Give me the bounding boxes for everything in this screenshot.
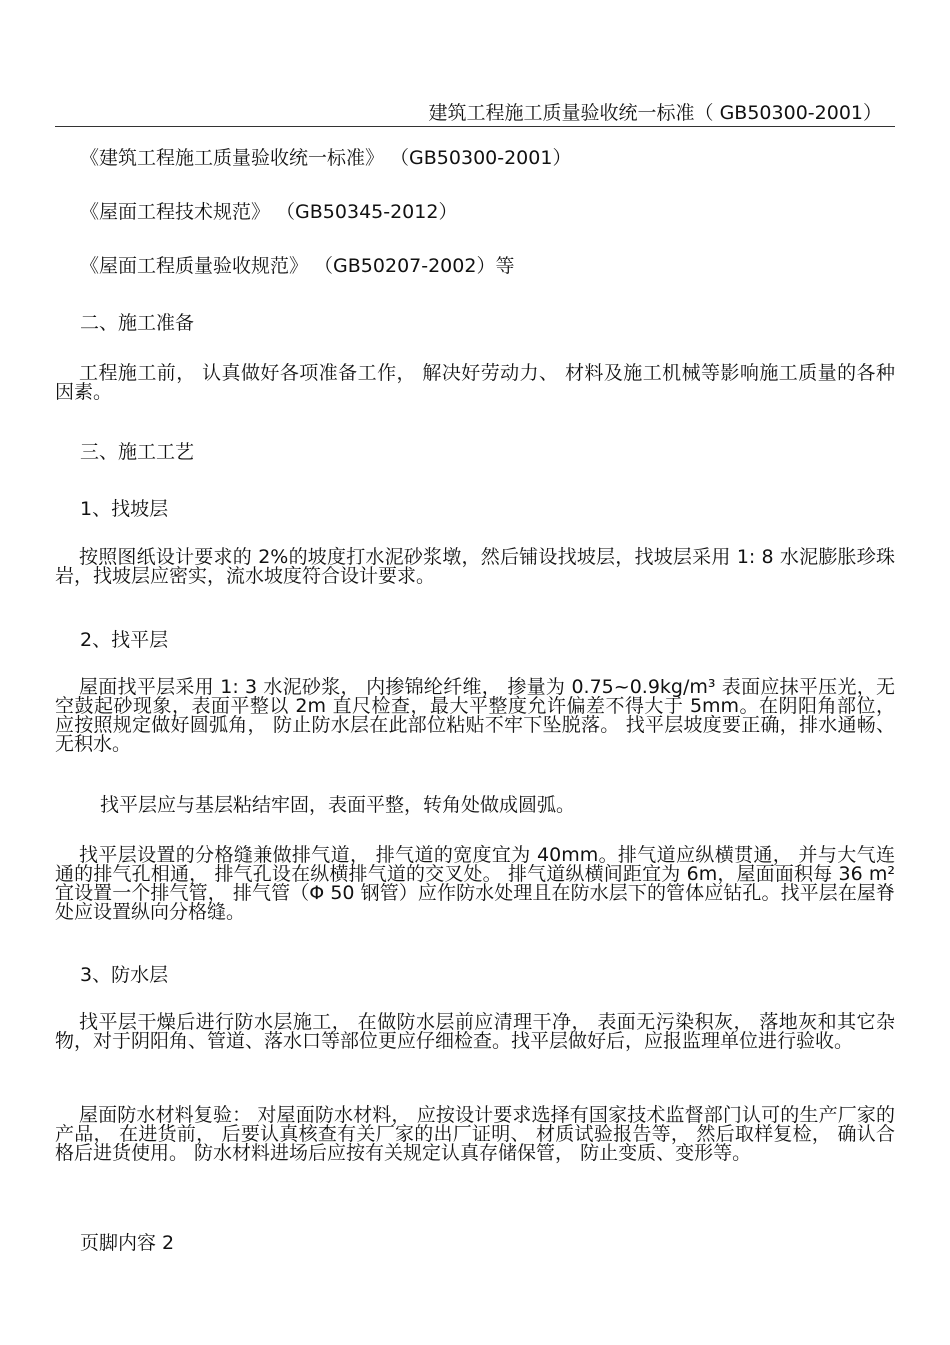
subheading-waterproof-layer: 3、防水层	[80, 964, 169, 986]
paragraph-leveling-3: 找平层设置的分格缝兼做排气道， 排气道的宽度宜为 40mm。排气道应纵横贯通， 并与大气连通的排气孔相通， 排气孔设在纵横排气道的交叉处。 排气道纵横间距宜为 6m，屋面面积每 36 m²宜设置一个排气管， 排气管（Φ 50 钢管）应作防水处理且在防水层下的管体应钻孔。找平层在屋脊处应设置纵向分格缝。	[55, 844, 895, 923]
paragraph-leveling-2: 找平层应与基层粘结牢固，表面平整，转角处做成圆弧。	[100, 794, 576, 816]
reference-1: 《建筑工程施工质量验收统一标准》 （GB50300-2001）	[80, 147, 572, 169]
page-footer: 页脚内容 2	[80, 1232, 175, 1254]
header-rule	[55, 126, 895, 127]
paragraph-slope-layer: 按照图纸设计要求的 2%的坡度打水泥砂浆墩，然后铺设找坡层，找坡层采用 1: 8 水泥膨胀珍珠岩，找坡层应密实，流水坡度符合设计要求。	[55, 546, 895, 587]
subheading-leveling-layer: 2、找平层	[80, 629, 169, 651]
paragraph-waterproof-2: 屋面防水材料复验： 对屋面防水材料， 应按设计要求选择有国家技术监督部门认可的生产厂家的产品， 在进货前， 后要认真核查有关厂家的出厂证明、 材质试验报告等， 然后取样复检， 确认合格后进货使用。 防水材料进场后应按有关规定认真存储保管， 防止变质、变形等。	[55, 1104, 895, 1164]
paragraph-waterproof-1: 找平层干燥后进行防水层施工， 在做防水层前应清理干净， 表面无污染积灰， 落地灰和其它杂物，对于阴阳角、管道、落水口等部位更应仔细检查。找平层做好后，应报监理单位进行验收。	[55, 1011, 895, 1052]
running-header: 建筑工程施工质量验收统一标准（ GB50300-2001）	[428, 102, 882, 124]
section-heading-prep: 二、施工准备	[80, 312, 195, 334]
paragraph-leveling-1: 屋面找平层采用 1: 3 水泥砂浆， 内掺锦纶纤维， 掺量为 0.75~0.9kg/m³ 表面应抹平压光，无空鼓起砂现象，表面平整以 2m 直尺检查，最大平整度允许偏差不得大于 5mm。在阴阳角部位， 应按照规定做好圆弧角， 防止防水层在此部位粘贴不牢下坠脱落。 找平层坡度要正确，排水通畅、无积水。	[55, 676, 895, 755]
section-heading-process: 三、施工工艺	[80, 441, 195, 463]
reference-2: 《屋面工程技术规范》 （GB50345-2012）	[80, 201, 458, 223]
reference-3: 《屋面工程质量验收规范》 （GB50207-2002）等	[80, 255, 515, 277]
paragraph-prep: 工程施工前， 认真做好各项准备工作， 解决好劳动力、 材料及施工机械等影响施工质量的各种因素。	[55, 362, 895, 403]
subheading-slope-layer: 1、找坡层	[80, 498, 169, 520]
